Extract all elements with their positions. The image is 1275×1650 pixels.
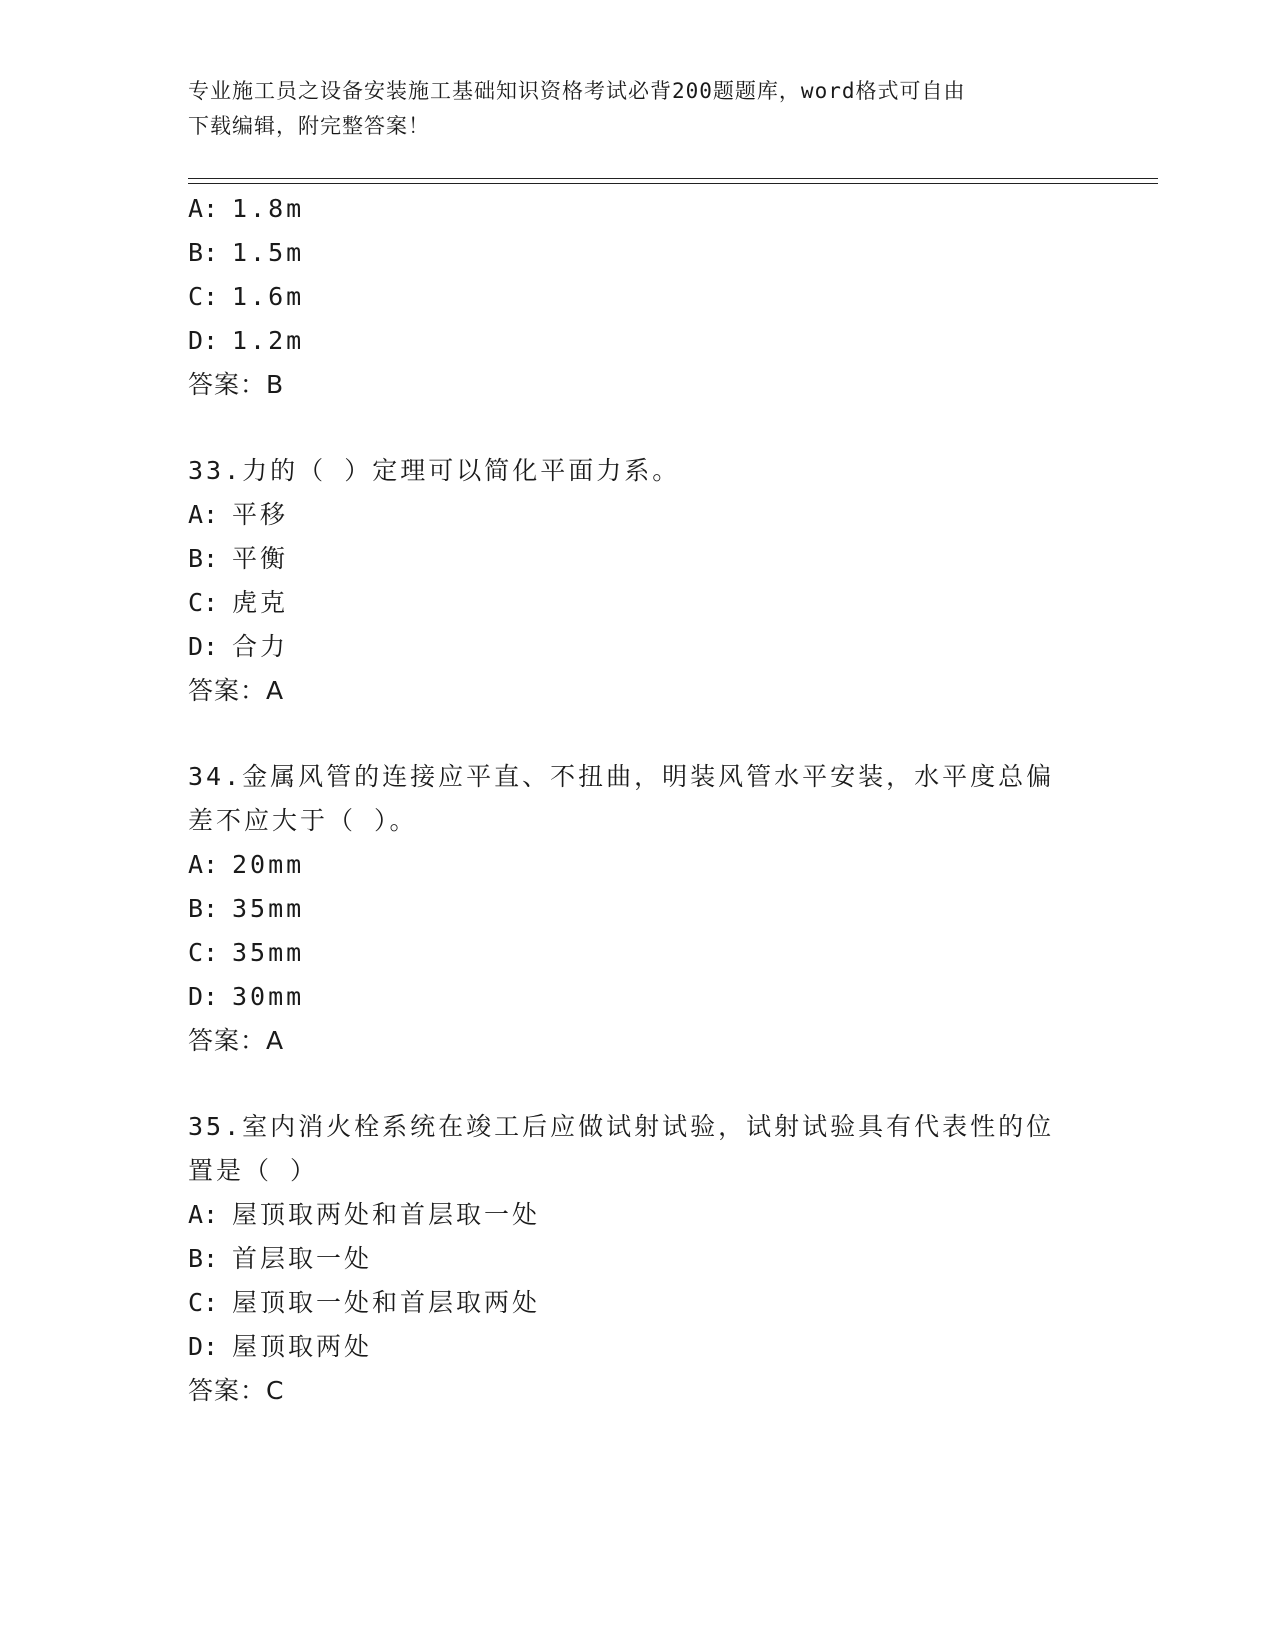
header-line-2: 下载编辑，附完整答案！ xyxy=(188,114,430,138)
q33-answer: 答案：A xyxy=(188,676,285,705)
q34-answer: 答案：A xyxy=(188,1026,285,1055)
q34-option-a: A: 20mm xyxy=(188,850,305,879)
q32-answer: 答案：B xyxy=(188,370,285,399)
q33-option-c: C: 虎克 xyxy=(188,588,289,617)
q34-option-b: B: 35mm xyxy=(188,894,305,923)
q33-option-d: D: 合力 xyxy=(188,632,289,661)
q32-option-a: A: 1.8m xyxy=(188,194,305,223)
q32-option-b: B: 1.5m xyxy=(188,238,305,267)
q35-stem-line-2: 置是（ ） xyxy=(188,1156,319,1185)
q33-option-a: A: 平移 xyxy=(188,500,289,529)
q35-stem-line-1: 35.室内消火栓系统在竣工后应做试射试验，试射试验具有代表性的位 xyxy=(188,1112,1055,1141)
q33-stem: 33.力的（ ）定理可以简化平面力系。 xyxy=(188,456,681,485)
header-divider-bottom xyxy=(188,183,1158,184)
q34-option-c: C: 35mm xyxy=(188,938,305,967)
q34-stem-line-2: 差不应大于（ ）。 xyxy=(188,806,418,835)
q33-option-b: B: 平衡 xyxy=(188,544,289,573)
q35-option-d: D: 屋顶取两处 xyxy=(188,1332,373,1361)
q32-option-c: C: 1.6m xyxy=(188,282,305,311)
q35-option-b: B: 首层取一处 xyxy=(188,1244,373,1273)
q35-option-c: C: 屋顶取一处和首层取两处 xyxy=(188,1288,541,1317)
header-line-1: 专业施工员之设备安装施工基础知识资格考试必背200题题库，word格式可自由 xyxy=(188,79,966,103)
q34-stem-line-1: 34.金属风管的连接应平直、不扭曲，明装风管水平安装，水平度总偏 xyxy=(188,762,1055,791)
q35-answer: 答案：C xyxy=(188,1376,285,1405)
document-header xyxy=(188,74,1088,144)
q35-option-a: A: 屋顶取两处和首层取一处 xyxy=(188,1200,541,1229)
q34-option-d: D: 30mm xyxy=(188,982,305,1011)
q32-option-d: D: 1.2m xyxy=(188,326,305,355)
header-divider-top xyxy=(188,178,1158,179)
